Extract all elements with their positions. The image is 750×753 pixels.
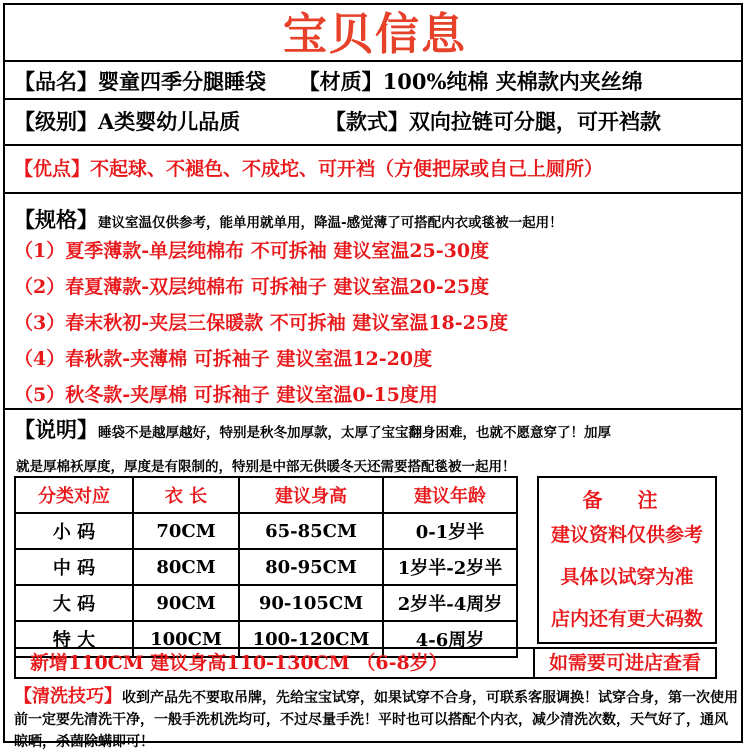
spec-row: [14, 204, 563, 234]
spec-tag: 【规格】: [14, 207, 98, 232]
style-value: 双向拉链可分腿，可开裆款: [408, 109, 661, 134]
table-cell: 1岁半-2岁半: [383, 549, 517, 585]
divider: [5, 98, 741, 100]
model-item: （1）夏季薄款-单层纯棉布 不可拆袖 建议室温25-30度: [14, 240, 490, 262]
table-cell: 2岁半-4周岁: [383, 585, 517, 621]
explain-line-2: 就是厚棉袄厚度，厚度是有限制的，特别是中部无供暖冬天还需要搭配毯被一起用！: [16, 459, 516, 475]
remarks-header: 备 注: [582, 488, 672, 512]
info-row-grade-style: [14, 106, 661, 136]
spec-text: 建议室温仅供参考，能单用就单用，降温-感觉薄了可搭配内衣或毯被一起用！: [98, 215, 563, 231]
remark-line: 店内还有更大码数: [550, 608, 703, 630]
size-table: [14, 476, 518, 658]
remark-line: 建议资料仅供参考: [550, 524, 703, 546]
table-cell: 0-1岁半: [383, 513, 517, 549]
grade-value: A类婴幼儿品质: [98, 109, 241, 134]
table-cell: 100CM: [133, 621, 239, 657]
model-item: （5）秋冬款-夹厚棉 可拆袖子 建议室温0-15度用: [14, 384, 438, 406]
material-value: 100%纯棉 夹棉款内夹丝绵: [382, 69, 643, 94]
model-item: （2）春夏薄款-双层纯棉布 可拆袖子 建议室温20-25度: [14, 276, 490, 298]
grade-tag: 【级别】: [14, 109, 98, 134]
divider: [5, 192, 741, 194]
model-item: （4）春秋款-夹薄棉 可拆袖子 建议室温12-20度: [14, 348, 433, 370]
table-row: [15, 585, 517, 621]
table-cell: 80-95CM: [239, 549, 383, 585]
explain-line-1: 睡袋不是越厚越好，特别是秋冬加厚款，太厚了宝宝翻身困难，也就不愿意穿了！加厚: [98, 425, 611, 441]
remarks-box: [537, 476, 717, 644]
remark-line: 如需要可进店查看: [533, 649, 715, 677]
remark-line: 具体以试穿为准: [560, 566, 694, 588]
table-cell: 65-85CM: [239, 513, 383, 549]
material-tag: 【材质】: [298, 69, 383, 94]
new-size-text: 新增110CM 建议身高110-130CM （6-8岁）: [30, 652, 448, 674]
advantage-row: [14, 154, 603, 181]
advantage-text: 不起球、不褪色、不成坨、可开裆（方便把尿或自己上厕所）: [90, 158, 604, 180]
header-cell: 分类对应: [15, 477, 133, 513]
name-value: 婴童四季分腿睡袋: [98, 69, 266, 94]
table-header-row: [15, 477, 517, 513]
divider: [5, 60, 741, 62]
header-cell: 建议年龄: [383, 477, 517, 513]
table-cell: 100-120CM: [239, 621, 383, 657]
washing-tag: 【清洗技巧】: [14, 686, 122, 707]
header-cell: 衣 长: [133, 477, 239, 513]
divider: [5, 408, 741, 410]
table-cell: 70CM: [133, 513, 239, 549]
table-cell: 90CM: [133, 585, 239, 621]
table-cell: 80CM: [133, 549, 239, 585]
table-cell: 小 码: [15, 513, 133, 549]
table-cell: 90-105CM: [239, 585, 383, 621]
style-tag: 【款式】: [324, 109, 409, 134]
new-size-row: [14, 647, 717, 679]
advantage-tag: 【优点】: [14, 158, 91, 180]
explain-row: [14, 414, 611, 444]
table-cell: 中 码: [15, 549, 133, 585]
washing-text: 收到产品先不要取吊牌，先给宝宝试穿，如果试穿不合身，可联系客服调换！试穿合身，第一次使用前一定要先清洗干净，一般手洗机洗均可，不过尽量手洗！平时也可以搭配个内衣，减少清洗次数，天气好了，通风晾晒，杀菌除螨即可！: [14, 690, 738, 750]
table-cell: 大 码: [15, 585, 133, 621]
table-row: [15, 513, 517, 549]
name-tag: 【品名】: [14, 69, 98, 94]
page-title: 宝贝信息: [283, 9, 467, 60]
divider: [5, 144, 741, 146]
table-cell: 特 大: [15, 621, 133, 657]
table-cell: 4-6周岁: [383, 621, 517, 657]
model-item: （3）春末秋初-夹层三保暖款 不可拆袖 建议室温18-25度: [14, 312, 509, 334]
info-row-name-material: [14, 66, 643, 96]
header-cell: 建议身高: [239, 477, 383, 513]
explain-tag: 【说明】: [14, 417, 98, 442]
table-row: [15, 549, 517, 585]
washing-tips: [14, 686, 739, 753]
